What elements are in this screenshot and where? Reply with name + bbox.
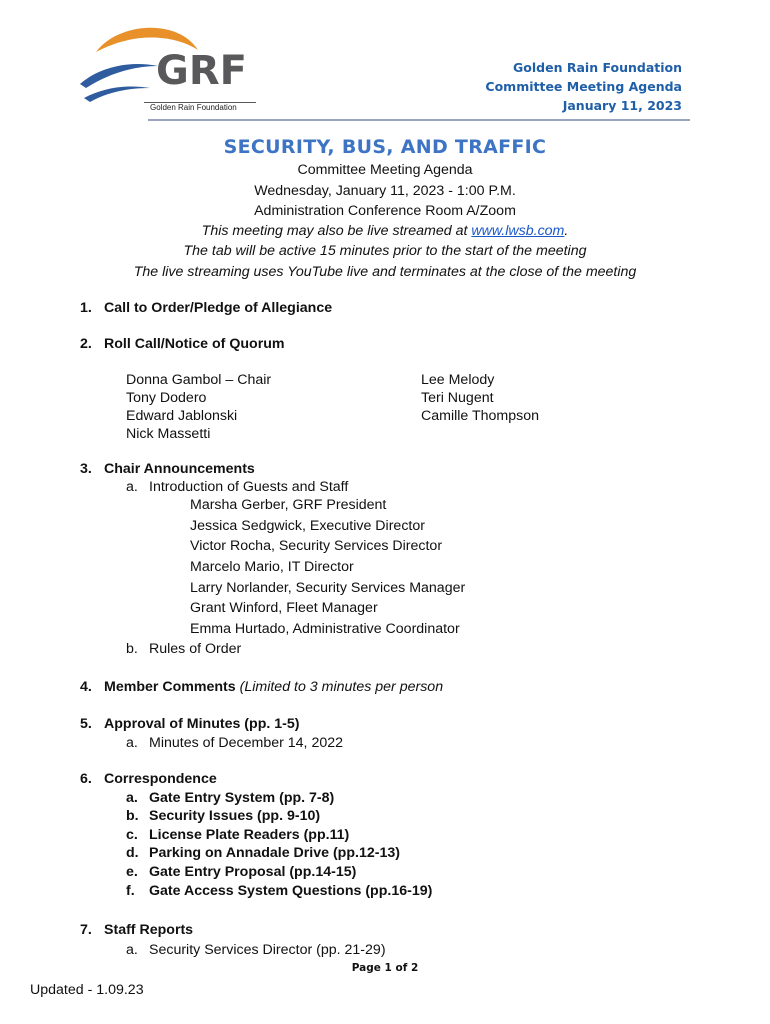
list-item <box>126 808 320 824</box>
section-title: Staff Reports <box>104 922 194 938</box>
list-item <box>126 883 432 899</box>
section-number: 3. <box>80 461 92 477</box>
section-number: 2. <box>80 336 92 352</box>
intro-line-5: The tab will be active 15 minutes prior to the start of the meeting <box>183 243 587 259</box>
guest-name: Jessica Sedgwick, Executive Director <box>190 518 425 534</box>
roll-call-member: Lee Melody <box>421 372 495 388</box>
roll-call-member: Tony Dodero <box>126 390 207 406</box>
section-number: 5. <box>80 716 92 732</box>
list-text: Gate Entry Proposal (pp.14-15) <box>149 864 357 880</box>
intro-line-6: The live streaming uses YouTube live and terminates at the close of the meeting <box>133 264 637 280</box>
intro-line-2: Wednesday, January 11, 2023 - 1:00 P.M. <box>254 183 516 199</box>
section-number: 6. <box>80 771 92 787</box>
updated-note: Updated - 1.09.23 <box>30 982 144 998</box>
page-title: SECURITY, BUS, AND TRAFFIC <box>223 136 547 158</box>
guest-name: Grant Winford, Fleet Manager <box>190 600 378 616</box>
intro-line-1: Committee Meeting Agenda <box>297 162 473 178</box>
list-text: Gate Access System Questions (pp.16-19) <box>149 883 433 899</box>
list-marker: a. <box>126 735 138 751</box>
list-marker: a. <box>126 479 138 495</box>
section-4 <box>80 679 443 695</box>
section-3 <box>80 461 255 477</box>
list-marker: a. <box>126 790 138 806</box>
list-text: License Plate Readers (pp.11) <box>149 827 350 843</box>
roll-call-member: Teri Nugent <box>421 390 494 406</box>
header-divider <box>148 119 690 121</box>
section-title: Approval of Minutes (pp. 1-5) <box>104 716 300 732</box>
guest-name: Marcelo Mario, IT Director <box>190 559 354 575</box>
list-item <box>126 864 356 880</box>
list-marker: b. <box>126 808 139 824</box>
list-item <box>126 790 334 806</box>
svg-text:GRF: GRF <box>156 48 247 94</box>
section-title: Roll Call/Notice of Quorum <box>104 336 285 352</box>
section-title: Correspondence <box>104 771 217 787</box>
section-6 <box>80 771 217 787</box>
page-number: Page 1 of 2 <box>351 962 419 974</box>
header-org: Golden Rain Foundation <box>513 60 682 75</box>
list-text: Gate Entry System (pp. 7-8) <box>149 790 335 806</box>
section-title: Member Comments <box>104 679 236 695</box>
list-text: Security Services Director (pp. 21-29) <box>149 942 386 958</box>
list-marker: a. <box>126 942 138 958</box>
list-marker: b. <box>126 641 138 657</box>
lwsb-link[interactable]: www.lwsb.com <box>471 223 565 239</box>
header-date: January 11, 2023 <box>562 98 682 113</box>
guest-name: Marsha Gerber, GRF President <box>190 497 387 513</box>
roll-call-member: Camille Thompson <box>421 408 540 424</box>
list-text: Parking on Annadale Drive (pp.12-13) <box>149 845 400 861</box>
list-item <box>126 827 349 843</box>
list-text: Minutes of December 14, 2022 <box>149 735 344 751</box>
list-marker: e. <box>126 864 138 880</box>
intro-stream-line <box>0 223 770 239</box>
list-item <box>126 735 343 751</box>
list-text: Security Issues (pp. 9-10) <box>149 808 321 824</box>
list-marker: c. <box>126 827 138 843</box>
list-item <box>126 641 241 657</box>
roll-call-member: Nick Massetti <box>126 426 211 442</box>
list-text: Rules of Order <box>149 641 242 657</box>
section-number: 4. <box>80 679 92 695</box>
stream-suffix: . <box>564 223 569 239</box>
section-title: Chair Announcements <box>104 461 255 477</box>
list-item <box>126 942 386 958</box>
section-7 <box>80 922 193 938</box>
list-marker: d. <box>126 845 139 861</box>
intro-line-3: Administration Conference Room A/Zoom <box>254 203 516 219</box>
section-1 <box>80 300 332 316</box>
header-doc-type: Committee Meeting Agenda <box>485 79 682 94</box>
logo-subtitle: Golden Rain Foundation <box>150 103 237 112</box>
section-5 <box>80 716 299 732</box>
guest-name: Victor Rocha, Security Services Director <box>190 538 443 554</box>
section-2 <box>80 336 285 352</box>
stream-prefix: This meeting may also be live streamed at <box>201 223 472 239</box>
list-item <box>126 845 400 861</box>
guest-name: Larry Norlander, Security Services Manager <box>190 580 466 596</box>
guest-name: Emma Hurtado, Administrative Coordinator <box>190 621 460 637</box>
list-marker: f. <box>126 883 135 899</box>
roll-call-member: Donna Gambol – Chair <box>126 372 272 388</box>
section-number: 7. <box>80 922 92 938</box>
header-block <box>485 58 682 115</box>
section-title: Call to Order/Pledge of Allegiance <box>104 300 333 316</box>
section-number: 1. <box>80 300 92 316</box>
section-note: (Limited to 3 minutes per person <box>239 679 444 695</box>
list-text: Introduction of Guests and Staff <box>149 479 349 495</box>
list-item <box>126 479 348 495</box>
roll-call-member: Edward Jablonski <box>126 408 238 424</box>
